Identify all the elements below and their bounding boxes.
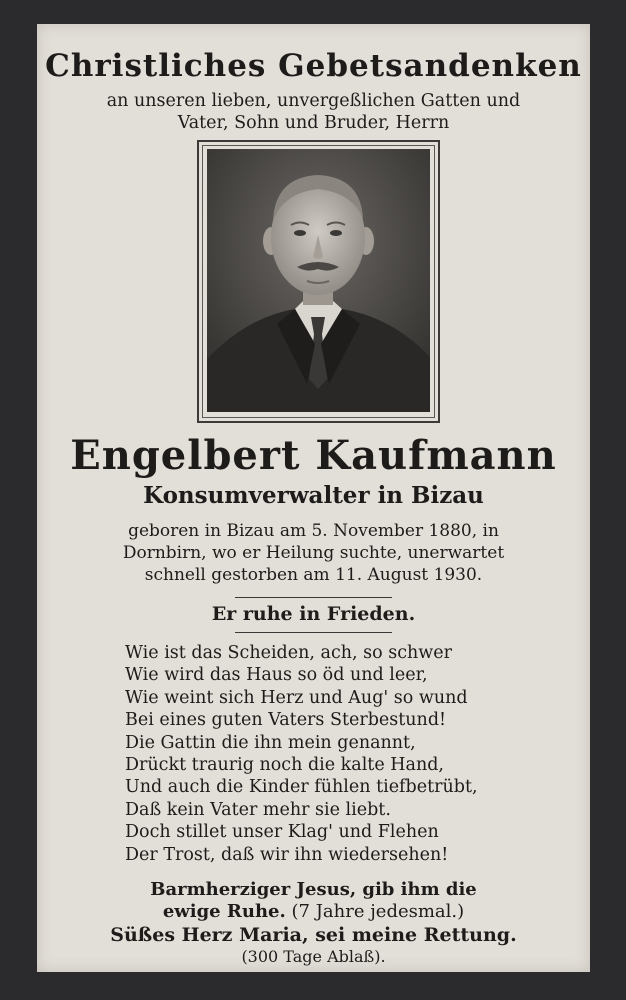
divider-top — [235, 597, 392, 598]
prayer-text: Barmherziger Jesus, gib ihm die — [150, 879, 477, 900]
deceased-occupation: Konsumverwalter in Bizau — [143, 482, 484, 509]
poem-line: Bei eines guten Vaters Sterbestund! — [125, 710, 447, 731]
rest-in-peace: Er ruhe in Frieden. — [211, 603, 416, 625]
dedication-line-1: an unseren lieben, unvergeßlichen Gatten und — [106, 91, 521, 111]
memorial-card — [37, 24, 590, 972]
sacred-heart-prayer: Süßes Herz Maria, sei meine Rettung. — [110, 924, 517, 946]
poem-line: Und auch die Kinder fühlen tiefbetrübt, — [125, 777, 478, 798]
bio-line-2: Dornbirn, wo er Heilung suchte, unerwartet — [122, 543, 505, 563]
deceased-name: Engelbert Kaufmann — [70, 432, 557, 479]
divider-bottom — [235, 632, 392, 633]
poem-line: Daß kein Vater mehr sie liebt. — [125, 799, 391, 820]
prayer-line-2 — [37, 900, 590, 923]
card-title: Christliches Gebetsandenken — [45, 48, 582, 84]
prayer-line-1 — [37, 878, 590, 901]
bio-line-1: geboren in Bizau am 5. November 1880, in — [128, 521, 499, 541]
indulgence-note: (7 Jahre jedesmal.) — [291, 901, 465, 922]
bio-line-3: schnell gestorben am 11. August 1930. — [144, 565, 483, 585]
poem-line: Drückt traurig noch die kalte Hand, — [125, 755, 444, 776]
portrait-frame — [197, 140, 440, 423]
indulgence-days: (300 Tage Ablaß). — [241, 947, 386, 966]
poem-line: Die Gattin die ihn mein genannt, — [125, 732, 416, 753]
poem-line: Wie wird das Haus so öd und leer, — [125, 665, 428, 686]
dedication-line-2: Vater, Sohn und Bruder, Herrn — [177, 113, 450, 133]
prayer-text-bold: ewige Ruhe. — [162, 901, 286, 922]
portrait-photo — [206, 149, 431, 414]
portrait-photo-icon — [207, 149, 430, 412]
memorial-poem — [125, 642, 478, 866]
poem-line: Der Trost, daß wir ihn wiedersehen! — [125, 844, 449, 865]
poem-line: Doch stillet unser Klag' und Flehen — [125, 822, 439, 843]
poem-line: Wie weint sich Herz und Aug' so wund — [125, 687, 468, 708]
poem-line: Wie ist das Scheiden, ach, so schwer — [125, 643, 452, 663]
